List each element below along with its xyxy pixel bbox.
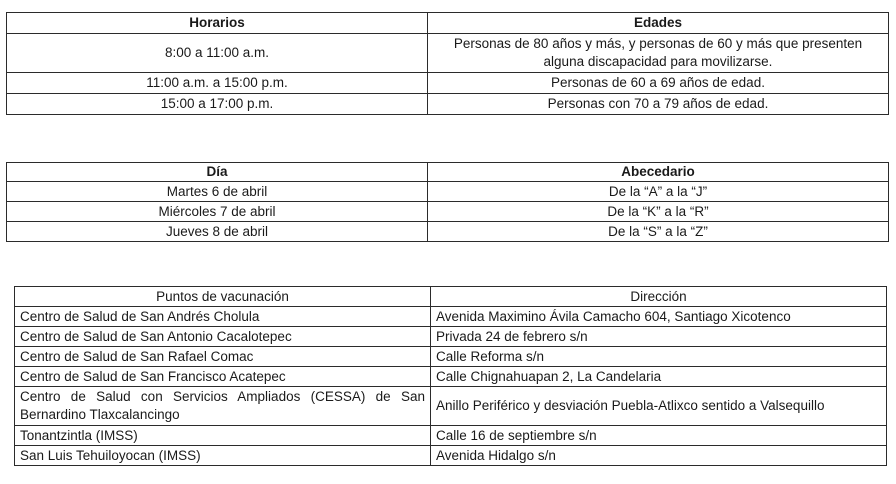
table-row [7, 222, 889, 242]
punto-cell: Centro de Salud con Servicios Ampliados (CESSA) de San Bernardino Tlaxcalancingo [15, 387, 431, 426]
abecedario-cell: De la “S” a la “Z” [428, 222, 889, 242]
table-row [7, 182, 889, 202]
punto-cell: Centro de Salud de San Rafael Comac [15, 347, 431, 367]
header-edades: Edades [428, 13, 889, 34]
punto-cell: Tonantzintla (IMSS) [15, 426, 431, 446]
punto-cell: Centro de Salud de San Andrés Cholula [15, 307, 431, 327]
edades-cell: Personas de 60 a 69 años de edad. [428, 73, 889, 94]
edades-cell: Personas de 80 años y más, y personas de 60 y más que presenten alguna discapacidad para movilizarse. [428, 34, 889, 73]
direccion-cell: Privada 24 de febrero s/n [431, 327, 887, 347]
horarios-table [6, 12, 889, 115]
puntos-vacunacion-table [14, 286, 887, 466]
header-abecedario: Abecedario [428, 163, 889, 182]
direccion-cell: Calle Chignahuapan 2, La Candelaria [431, 367, 887, 387]
header-puntos-vacunacion: Puntos de vacunación [15, 287, 431, 307]
punto-cell: Centro de Salud de San Antonio Cacalotepec [15, 327, 431, 347]
dia-cell: Miércoles 7 de abril [7, 202, 428, 222]
header-dia: Día [7, 163, 428, 182]
table-row [15, 446, 887, 466]
direccion-cell: Avenida Hidalgo s/n [431, 446, 887, 466]
table-header-row [7, 163, 889, 182]
horario-cell: 8:00 a 11:00 a.m. [7, 34, 428, 73]
table-header-row [7, 13, 889, 34]
punto-cell: Centro de Salud de San Francisco Acatepec [15, 367, 431, 387]
direccion-cell: Calle 16 de septiembre s/n [431, 426, 887, 446]
punto-cell: San Luis Tehuiloyocan (IMSS) [15, 446, 431, 466]
table-row [15, 426, 887, 446]
table-row [15, 367, 887, 387]
table-row [7, 73, 889, 94]
direccion-cell: Avenida Maximino Ávila Camacho 604, Santiago Xicotenco [431, 307, 887, 327]
direccion-cell: Anillo Periférico y desviación Puebla-Atlixco sentido a Valsequillo [431, 387, 887, 426]
table-row [7, 94, 889, 115]
abecedario-cell: De la “K” a la “R” [428, 202, 889, 222]
table-row [15, 347, 887, 367]
table-row [7, 34, 889, 73]
abecedario-cell: De la “A” a la “J” [428, 182, 889, 202]
header-direccion: Dirección [431, 287, 887, 307]
table-row [15, 387, 887, 426]
horario-cell: 11:00 a.m. a 15:00 p.m. [7, 73, 428, 94]
table-row [15, 327, 887, 347]
table-row [7, 202, 889, 222]
dias-table [6, 162, 889, 242]
table-header-row [15, 287, 887, 307]
table-row [15, 307, 887, 327]
direccion-cell: Calle Reforma s/n [431, 347, 887, 367]
dia-cell: Jueves 8 de abril [7, 222, 428, 242]
horario-cell: 15:00 a 17:00 p.m. [7, 94, 428, 115]
edades-cell: Personas con 70 a 79 años de edad. [428, 94, 889, 115]
header-horarios: Horarios [7, 13, 428, 34]
dia-cell: Martes 6 de abril [7, 182, 428, 202]
